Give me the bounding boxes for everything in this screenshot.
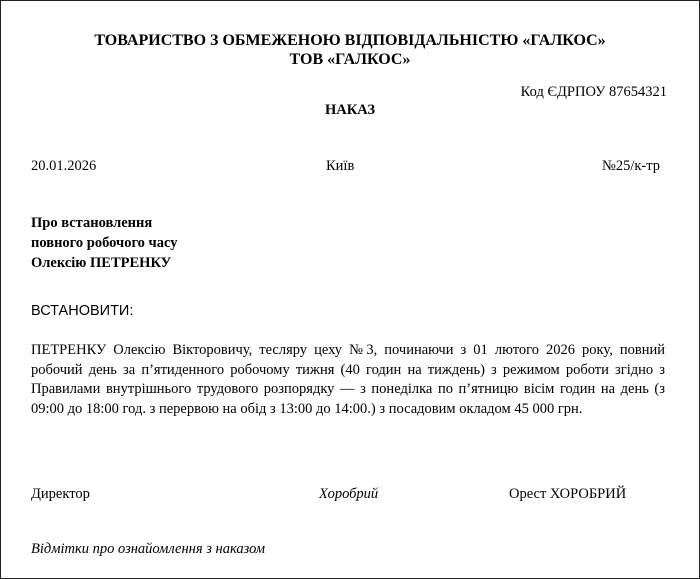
document-city: Київ (326, 158, 355, 174)
document-title: НАКАЗ (324, 102, 376, 118)
company-short-name: ТОВ «ГАЛКОС» (289, 51, 411, 68)
order-body-text: ПЕТРЕНКУ Олексію Вікторовичу, тесляру цеху №3, починаючи з 01 лютого 2026 року, повний робочий день за п’ятиденного робочому тижня (40 годин на тиждень) з режимом роботи згідно з Правилами внутрішнього трудового розпорядку — з понеділка по п’ятницю вісім годин на день (з 09:00 до 18:00 год. з перервою на обід з 13:00 до 14:00.) з посадовим окладом 45 000 грн. (31, 342, 665, 417)
company-full-name: ТОВАРИСТВО З ОБМЕЖЕНОЮ ВІДПОВІДАЛЬНІСТЮ «ГАЛКОС» (94, 32, 606, 49)
subject-line: Про встановлення (31, 215, 153, 231)
acknowledgement-note: Відмітки про ознайомлення з наказом (31, 541, 266, 557)
signatory-name: Орест ХОРОБРИЙ (509, 486, 627, 502)
company-header (1, 31, 699, 69)
subject-line: повного робочого часу (31, 235, 178, 251)
subject-line: Олексію ПЕТРЕНКУ (31, 255, 172, 271)
document-number: №25/к-тр (602, 158, 660, 174)
signatory-role: Директор (31, 486, 90, 502)
order-subject (31, 213, 177, 273)
signature: Хоробрий (319, 486, 379, 502)
edrpou-code: Код ЄДРПОУ 87654321 (520, 84, 667, 100)
document-date: 20.01.2026 (31, 158, 97, 174)
order-verb: ВСТАНОВИТИ: (31, 303, 134, 319)
